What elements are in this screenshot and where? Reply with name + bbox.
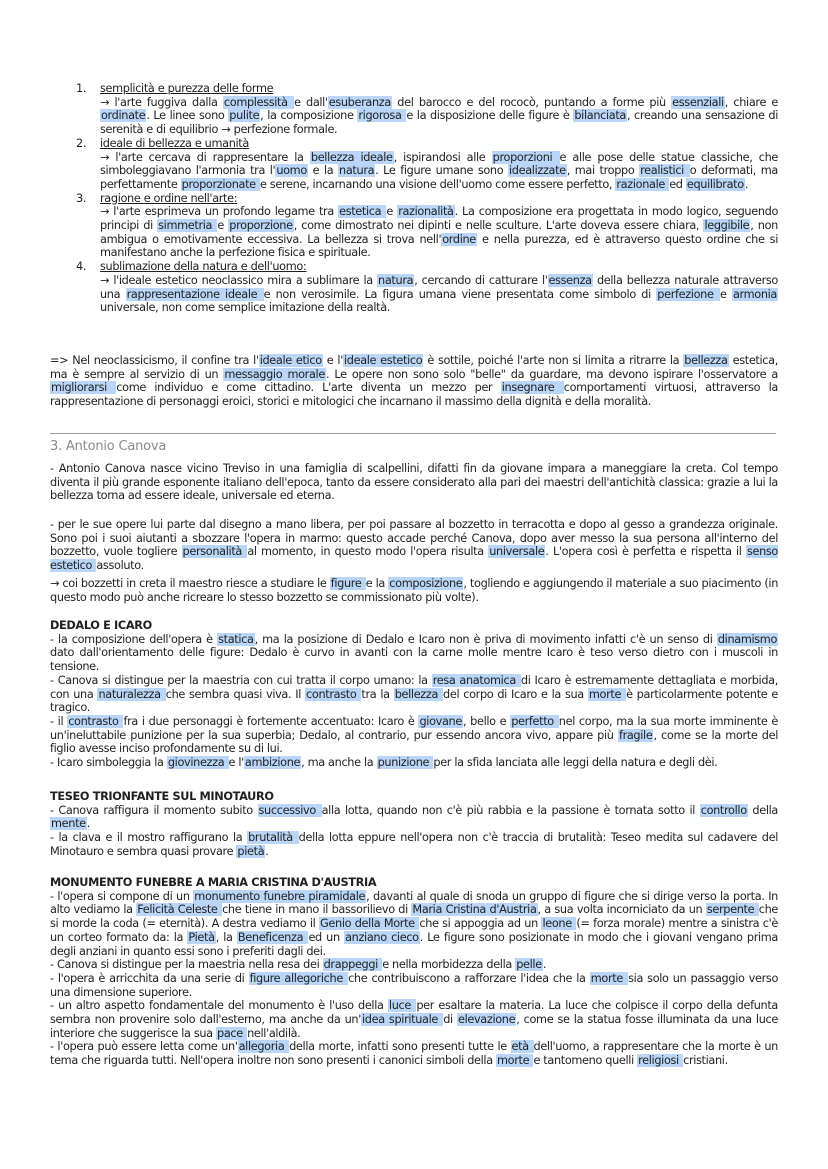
list-item-title: ragione e ordine nell'arte: [100,191,238,205]
highlighted-term: idea spirituale [361,1013,443,1027]
list-item [50,137,778,192]
paragraph: - la composizione dell'opera è statica, ma la posizione di Dedalo e Icaro non è priva di movimento infatti c'è un senso di dinamismo dato dall'orientamento delle figure: Dedalo è curvo in avanti con la carne molle mentre Icaro è teso verso dietro con i muscoli in tensione. [50,632,778,674]
teseo-section [50,790,778,859]
principles-list [50,82,778,315]
highlighted-term: elevazione [457,1013,516,1027]
highlighted-term: resa anatomica [432,673,520,687]
highlighted-term: complessità [223,95,294,109]
list-item-body: → l'ideale estetico neoclassico mira a sublimare la natura, cercando di catturare l'essenza della bellezza naturale attraverso una rappresentazione ideale e non verosimile. La figura umana viene presentata come simbolo di perfezione e armonia universale, non come semplice imitazione della realtà. [100,273,778,315]
highlighted-term: mente [51,817,86,831]
highlighted-term: ideale estetico [343,354,423,367]
list-item-body: → l'arte fuggiva dalla complessità e dall'esuberanza del barocco e del rococò, puntando a forme più essenziali, chiare e ordinate. Le linee sono pulite, la composizione rigorosa e la disposizione delle figure è bilanciata, creando una sensazione di serenità e di equilibrio → perfezione formale. [100,95,778,137]
highlighted-term: proporzionate [181,177,260,191]
highlighted-term: religiosi [638,1054,683,1068]
highlighted-term: universale [489,545,545,559]
highlighted-term: luce [388,999,416,1013]
highlighted-term: bellezza [394,687,443,701]
highlighted-term: personalità [182,545,247,559]
highlighted-term: brutalità [248,831,298,845]
dedalo-section [50,619,778,770]
paragraph: - un altro aspetto fondamentale del monumento è l'uso della luce per esaltare la materia. La luce che colpisce il corpo della defunta sembra non provenire solo dall'esterno, ma anche da un'idea spirituale di elevazione, come se la statua fosse illuminata da una luce interiore che suggerisce la sua pace nell'aldilà. [50,999,778,1040]
highlighted-term: proporzioni [492,150,559,164]
highlighted-term: statica [218,632,254,646]
highlighted-term: ideale etico [259,354,322,367]
list-number: 3. [76,191,87,205]
highlighted-term: migliorarsi [51,381,116,395]
highlighted-term: bilanciata [574,109,626,123]
highlighted-term: figure [330,577,365,590]
highlighted-term: bellezza ideale [310,150,393,164]
highlighted-term: razionalità [398,205,454,219]
list-number: 1. [76,82,87,95]
paragraph: - Canova si distingue per la maestria nella resa dei drappeggi e nella morbidezza della pelle. [50,958,547,972]
highlighted-term: senso estetico [50,545,778,573]
highlighted-term: Pietà [188,930,215,944]
highlighted-term: simmetria [158,219,217,233]
highlighted-term: figure allegoriche [249,971,348,985]
highlighted-term: natura [339,164,375,178]
highlighted-term: drappeggi [323,958,382,972]
paragraph: - l'opera si compone di un monumento funebre piramidale, davanti al quale di snoda un gruppo di figure che si dirige verso la porta. In alto vediamo la Felicità Celeste che tiene in mano il bassorilievo di Maria Cristina d'Austria, a sua volta incorniciato da un serpente che si morde la coda (= eternità). A destra vediamo il Genio della Morte che si appoggia ad un leone (= forza morale) mentre a sinistra c'è un corteo formato da: la Pietà, la Beneficenza ed un anziano cieco. Le figure sono posizionate in modo che i giovani vengano prima degli anziani in quanto essi sono i preferiti dagli dei. [50,889,779,958]
list-item [50,192,778,261]
highlighted-term: realistici [640,164,689,178]
list-item-title: ideale di bellezza e umanità [100,136,249,150]
highlighted-term: estetica [339,205,386,219]
paragraph: - Canova raffigura il momento subito successivo alla lotta, quando non c'è più rabbia e la passione è tornata sotto il controllo della mente. [50,803,778,831]
highlighted-term: allegoria [238,1040,289,1054]
section-divider [50,433,776,434]
highlighted-term: pace [217,1026,247,1040]
paragraph: - Icaro simboleggia la giovinezza e l'ambizione, ma anche la punizione per la sfida lanciata alle leggi della natura e degli dèi. [50,756,718,770]
highlighted-term: essenziali [672,95,724,109]
highlighted-term: giovinezza [167,756,228,770]
highlighted-term: leggibile [704,219,750,233]
highlighted-term: naturalezza [98,687,165,701]
highlighted-term: successivo [258,803,321,817]
highlighted-term: armonia [732,287,778,301]
highlighted-term: idealizzate [509,164,566,178]
highlighted-term: Genio della Morte [320,917,419,931]
paragraph: - Canova si distingue per la maestria con cui tratta il corpo umano: la resa anatomica di Icaro è estremamente dettagliata e morbida, con una naturalezza che sembra quasi viva. Il contrasto tra la bellezza del corpo di Icaro e la sua morte è particolarmente potente e tragico. [50,673,779,715]
highlighted-term: giovane [419,714,462,728]
highlighted-term: perfezione [657,287,719,301]
highlighted-term: ordine [442,232,476,246]
highlighted-term: esuberanza [328,95,391,109]
paragraph: - il contrasto fra i due personaggi è fortemente accentuato: Icaro è giovane, bello e perfetto nel corpo, ma la sua morte imminente è un'ineluttabile punizione per la sua superbia; Dedalo, al contrario, pur essendo ancora vivo, appare più fragile, come se la morte del figlio avesse inciso profondamente su di lui. [50,714,778,756]
highlighted-term: insegnare [501,381,563,395]
highlighted-term: essenza [548,273,592,287]
highlighted-term: anziano cieco [345,930,419,944]
highlighted-term: pietà [237,844,265,858]
highlighted-term: morte [590,971,628,985]
highlighted-term: uomo [276,164,307,178]
list-item-body: → l'arte cercava di rappresentare la bellezza ideale, ispirandosi alle proporzioni e alle pose delle statue classiche, che simboleggiavano l'armonia tra l'uomo e la natura. Le figure umane sono idealizzate, mai troppo realistici o deformati, ma perfettamente proporzionate e serene, incarnando una visione dell'uomo come essere perfetto, razionale ed equilibrato. [100,150,778,191]
section-heading: MONUMENTO FUNEBRE A MARIA CRISTINA D'AUSTRIA [50,876,377,889]
highlighted-term: ambizione [244,756,301,770]
canova-intro-paragraph: - Antonio Canova nasce vicino Treviso in una famiglia di scalpellini, difatti fin da giovane impara a maneggiare la creta. Col tempo diventa il più grande esponente italiano dell'epoca, tanto da essere considerato alla pari dei maestri dell'antichità classica: grazie a lui la bellezza torna ad essere ideale, universale ed eterna. [50,462,778,503]
highlighted-term: pulite [229,109,260,123]
highlighted-term: punizione [377,756,433,770]
highlighted-term: serpente [706,903,758,917]
highlighted-term: bellezza [684,354,728,367]
highlighted-term: età [511,1040,533,1054]
highlighted-term: contrasto [68,714,123,728]
highlighted-term: monumento funebre piramidale [194,889,366,903]
paragraph: - l'opera è arricchita da una serie di figure allegoriche che contribuiscono a rafforzare l'idea che la morte sia solo un passaggio verso una dimensione superiore. [50,971,779,999]
conclusion-paragraph: => Nel neoclassicismo, il confine tra l'ideale etico e l'ideale estetico è sottile, poiché l'arte non si limita a ritrarre la bellezza estetica, ma è sempre al servizio di un messaggio morale. Le opere non sono solo "belle" da guardare, ma devono ispirare l'osservatore a migliorarsi come individuo e come cittadino. L'arte diventa un mezzo per insegnare comportamenti virtuosi, attraverso la rappresentazione di personaggi eroici, storici e mitologici che incarnano il massimo della dignità e della moralità. [50,354,778,409]
list-item-title: sublimazione della natura e dell'uomo: [100,260,307,274]
canova-method-paragraph: - per le sue opere lui parte dal disegno a mano libera, per poi passare al bozzetto in terracotta e dopo al gesso a grandezza originale. Sono poi i suoi aiutanti a sbozzare l'opera in marmo: questo accade perché Canova, dopo aver messo la sua persona all'interno del bozzetto, vuole togliere personalità al momento, in questo modo l'opera risulta universale. L'opera così è perfetta e rispetta il senso estetico assoluto. [50,518,778,573]
highlighted-term: pelle [516,958,542,972]
highlighted-term: equilibrato [686,177,744,191]
highlighted-term: proporzione [229,219,293,233]
section-heading: DEDALO E ICARO [50,619,152,632]
highlighted-term: Beneficenza [237,930,308,944]
highlighted-term: ordinate [101,109,146,123]
highlighted-term: Felicità Celeste [137,903,222,917]
list-item [50,260,778,315]
highlighted-term: composizione [389,577,463,590]
list-number: 4. [76,260,87,274]
highlighted-term: natura [378,273,414,287]
highlighted-term: contrasto [306,687,361,701]
highlighted-term: fragile [618,728,653,742]
list-item-body: → l'arte esprimeva un profondo legame tra estetica e razionalità. La composizione era progettata in modo logico, seguendo principi di simmetria e proporzione, come dimostrato nei dipinti e nelle sculture. L'arte doveva essere chiara, leggibile, non ambigua o emotivamente eccessiva. La bellezza si trova nell'ordine e nella purezza, ed è attraverso questo ordine che si manifestano anche la perfezione fisica e spirituale. [100,205,779,260]
section-heading: TESEO TRIONFANTE SUL MINOTAURO [50,790,274,803]
highlighted-term: rappresentazione ideale [126,287,263,301]
highlighted-term: Maria Cristina d'Austria [412,903,537,917]
list-item [50,82,778,137]
highlighted-term: morte [497,1054,533,1068]
highlighted-term: leone [542,917,576,931]
highlighted-term: perfetto [511,714,558,728]
highlighted-term: morte [588,687,626,701]
canova-bozzetti-paragraph: → coi bozzetti in creta il maestro riesce a studiare le figure e la composizione, togliendo e aggiungendo il materiale a suo piacimento (in questo modo può anche ricreare lo stesso bozzetto se commissionato più volte). [50,577,779,604]
list-number: 2. [76,136,87,150]
highlighted-term: razionale [616,177,669,191]
paragraph: - la clava e il mostro raffigurano la brutalità della lotta eppure nell'opera non c'è traccia di brutalità: Teseo medita sul cadavere del Minotauro e sembra quasi provare pietà. [50,831,778,858]
monumento-section [50,876,778,1068]
section-title: 3. Antonio Canova [50,439,167,454]
highlighted-term: rigorosa [358,109,406,123]
highlighted-term: messaggio morale [224,367,325,381]
paragraph: - l'opera può essere letta come un'allegoria della morte, infatti sono presenti tutte le età dell'uomo, a rappresentare che la morte è un tema che riguarda tutti. Nell'opera inoltre non sono presenti i canonici simboli della morte e tantomeno quelli religiosi cristiani. [50,1040,778,1068]
list-item-title: semplicità e purezza delle forme [100,82,274,95]
highlighted-term: dinamismo [717,632,778,646]
highlighted-term: controllo [700,803,747,817]
